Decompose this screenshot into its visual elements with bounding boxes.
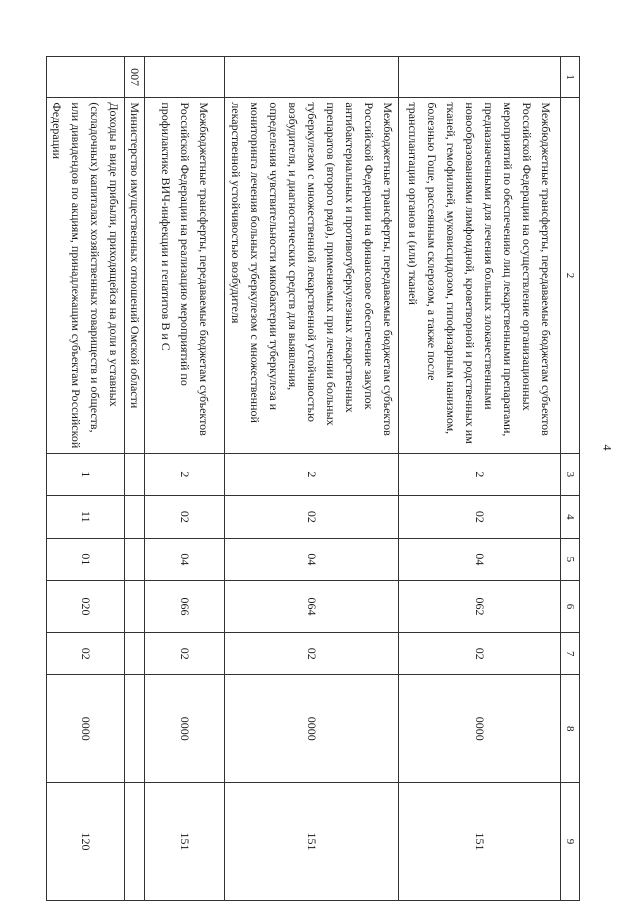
header-cell: 1 — [561, 57, 580, 98]
header-cell: 9 — [561, 782, 580, 900]
description-line: туберкулезом с множественной лекарственной устойчивостью — [305, 102, 319, 422]
description-line: антибактериальных и противотуберкулезных лекарственных — [343, 102, 357, 413]
code-cell: 2 — [145, 453, 225, 495]
code-cell: 04 — [225, 538, 399, 580]
code-cell: 0000 — [145, 675, 225, 782]
code-cell: 151 — [145, 782, 225, 900]
header-cell: 4 — [561, 496, 580, 538]
code-cell: 151 — [225, 782, 399, 900]
description-line: или дивидендов по акциям, принадлежащим субъектам Российской — [69, 102, 84, 449]
code-cell — [399, 57, 561, 98]
description-line: предназначенными для лечения больных злокачественными — [482, 102, 497, 410]
code-cell — [125, 633, 145, 675]
code-cell: 2 — [225, 453, 399, 495]
header-cell: 2 — [561, 98, 580, 453]
code-cell — [125, 675, 145, 782]
description-cell — [145, 98, 225, 453]
description-line: Межбюджетные трансферты, передаваемые бюджетам субъектов — [381, 102, 395, 436]
table-row — [399, 57, 561, 901]
table-row — [145, 57, 225, 901]
description-line: профилактике ВИЧ-инфекции и гепатитов B и C — [159, 102, 173, 351]
description-line: Российской Федерации на осуществление организационных — [520, 102, 535, 411]
code-cell: 1 — [47, 453, 125, 495]
description-line: Российской Федерации на финансовое обеспечение закупок — [362, 102, 376, 410]
revenue-codes-table — [46, 56, 580, 901]
rotated-table-container — [52, 56, 580, 901]
description-line: определения чувствительности микобактерии туберкулеза и — [267, 102, 281, 411]
description-line: Доходы в виде прибыли, приходящейся на доли в уставных — [107, 102, 122, 407]
header-row — [561, 57, 580, 901]
code-cell: 2 — [399, 453, 561, 495]
page-number: 4 — [600, 444, 615, 451]
code-cell: 11 — [47, 496, 125, 538]
description-cell — [47, 98, 125, 453]
description-line: Министерство имущественных отношений Омской области — [128, 102, 142, 409]
description-line: болезнью Гоше, рассеянным склерозом, а также после — [425, 102, 440, 381]
code-cell: 0000 — [225, 675, 399, 782]
description-line: Межбюджетные трансферты, передаваемые бюджетам субъектов — [197, 102, 211, 436]
description-line: трансплантации органов и (или) тканей — [406, 102, 421, 305]
code-cell: 064 — [225, 581, 399, 633]
code-cell: 007 — [125, 57, 145, 98]
table-row — [47, 57, 125, 901]
code-cell: 0000 — [399, 675, 561, 782]
code-cell: 02 — [225, 496, 399, 538]
code-cell: 02 — [145, 496, 225, 538]
code-cell — [125, 581, 145, 633]
description-line: тканей, гемофилией, муковисцидозом, гипофизарным нанизмом, — [444, 102, 459, 435]
table-row — [225, 57, 399, 901]
header-cell: 3 — [561, 453, 580, 495]
code-cell: 062 — [399, 581, 561, 633]
description-line: препаратов (второго ряда), применяемых при лечении больных — [324, 102, 338, 426]
code-cell: 04 — [399, 538, 561, 580]
description-line: (складочных) капиталах хозяйственных товариществ и обществ, — [88, 102, 103, 433]
code-cell: 01 — [47, 538, 125, 580]
header-cell: 7 — [561, 633, 580, 675]
description-line: мероприятий по обеспечению лиц лекарственными препаратами, — [501, 102, 516, 437]
header-cell: 6 — [561, 581, 580, 633]
code-cell — [125, 782, 145, 900]
description-cell — [399, 98, 561, 453]
code-cell — [125, 496, 145, 538]
code-cell: 02 — [225, 633, 399, 675]
code-cell: 02 — [399, 633, 561, 675]
code-cell: 120 — [47, 782, 125, 900]
code-cell: 151 — [399, 782, 561, 900]
code-cell: 020 — [47, 581, 125, 633]
description-line: возбудителя, и диагностических средств для выявления, — [286, 102, 300, 391]
code-cell: 04 — [145, 538, 225, 580]
code-cell — [125, 453, 145, 495]
code-cell: 02 — [47, 633, 125, 675]
description-line: мониторинга лечения больных туберкулезом с множественной — [248, 102, 262, 423]
description-cell — [125, 98, 145, 453]
table-row — [125, 57, 145, 901]
description-line: Федерации — [50, 102, 65, 159]
header-cell: 5 — [561, 538, 580, 580]
description-cell — [225, 98, 399, 453]
code-cell — [125, 538, 145, 580]
code-cell — [47, 57, 125, 98]
code-cell: 02 — [145, 633, 225, 675]
description-line: лекарственной устойчивостью возбудителя — [229, 102, 243, 324]
description-line: Российской Федерации на реализацию мероприятий по — [178, 102, 192, 386]
code-cell — [145, 57, 225, 98]
code-cell: 02 — [399, 496, 561, 538]
header-cell: 8 — [561, 675, 580, 782]
code-cell: 0000 — [47, 675, 125, 782]
description-line: новообразованиями лимфоидной, кроветворной и родственных им — [463, 102, 478, 444]
description-line: Межбюджетные трансферты, передаваемые бюджетам субъектов — [539, 102, 554, 436]
code-cell: 066 — [145, 581, 225, 633]
code-cell — [225, 57, 399, 98]
